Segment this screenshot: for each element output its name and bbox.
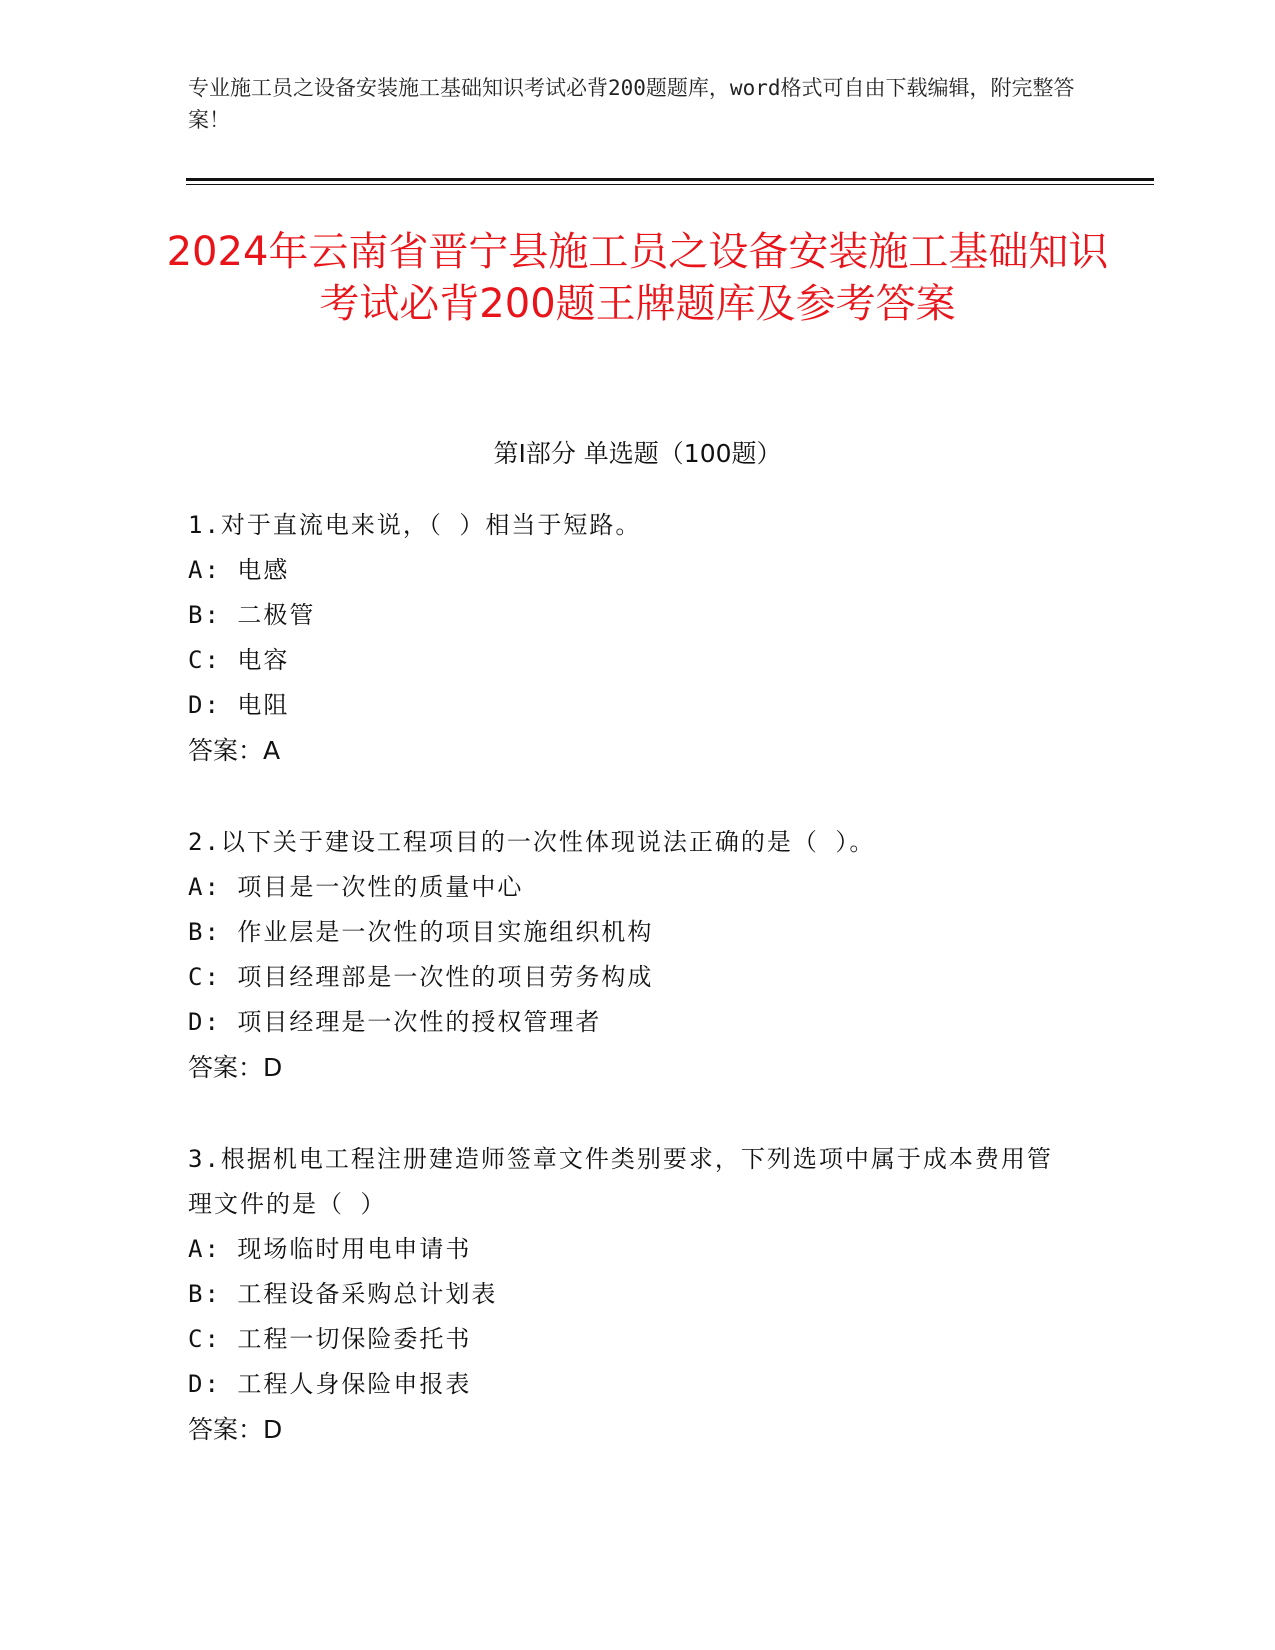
question-1 xyxy=(188,503,1068,773)
option-c: C: 电容 xyxy=(188,646,290,674)
option-d: D: 工程人身保险申报表 xyxy=(188,1370,472,1398)
header-note: 专业施工员之设备安装施工基础知识考试必背200题题库，word格式可自由下载编辑，附完整答案！ xyxy=(188,76,1075,132)
question-stem: 2.以下关于建设工程项目的一次性体现说法正确的是（ ）。 xyxy=(188,828,876,856)
answer-label: 答案：D xyxy=(188,1053,283,1082)
option-c: C: 工程一切保险委托书 xyxy=(188,1325,472,1353)
document-title: 2024年云南省晋宁县施工员之设备安装施工基础知识考试必背200题王牌题库及参考答案 xyxy=(166,229,1109,327)
question-2 xyxy=(188,820,1068,1090)
option-d: D: 项目经理是一次性的授权管理者 xyxy=(188,1008,602,1036)
option-b: B: 工程设备采购总计划表 xyxy=(188,1280,498,1308)
question-stem: 1.对于直流电来说，（ ）相当于短路。 xyxy=(188,511,642,539)
header-divider-thick xyxy=(186,178,1154,181)
section-heading: 第Ⅰ部分 单选题（100题） xyxy=(493,439,782,468)
question-stem: 3.根据机电工程注册建造师签章文件类别要求，下列选项中属于成本费用管理文件的是（ ） xyxy=(188,1145,1053,1218)
option-a: A: 现场临时用电申请书 xyxy=(188,1235,472,1263)
option-b: B: 作业层是一次性的项目实施组织机构 xyxy=(188,918,654,946)
question-3 xyxy=(188,1137,1068,1452)
answer-label: 答案：A xyxy=(188,736,281,765)
header-divider-thin xyxy=(186,184,1154,185)
answer-label: 答案：D xyxy=(188,1415,283,1444)
option-b: B: 二极管 xyxy=(188,601,316,629)
option-c: C: 项目经理部是一次性的项目劳务构成 xyxy=(188,963,654,991)
option-a: A: 电感 xyxy=(188,556,290,584)
option-a: A: 项目是一次性的质量中心 xyxy=(188,873,524,901)
option-d: D: 电阻 xyxy=(188,691,290,719)
